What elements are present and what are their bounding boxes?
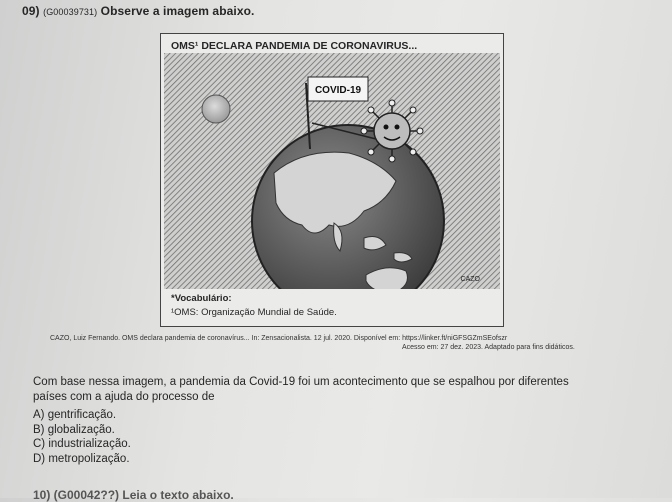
- cartoon-illustration: [164, 53, 500, 289]
- question-header: [22, 4, 254, 18]
- artist-signature: CAZO: [460, 276, 480, 283]
- next-question-header: 10) (G00042??) Leia o texto abaixo.: [33, 488, 234, 502]
- vocabulary-box: [171, 292, 337, 320]
- option-d[interactable]: D) metropolização.: [33, 452, 130, 465]
- answer-options: [33, 408, 131, 466]
- question-stem-line-2: países com a ajuda do processo de: [33, 391, 215, 403]
- question-instruction: Observe a imagem abaixo.: [100, 4, 255, 18]
- vocabulary-entry: ¹OMS: Organização Mundial de Saúde.: [171, 307, 337, 318]
- moon: [202, 95, 230, 123]
- option-a[interactable]: A) gentrificação.: [33, 409, 117, 421]
- question-stem-line-1: Com base nessa imagem, a pandemia da Covid-19 foi um acontecimento que se espalhou por diferentes: [33, 376, 569, 388]
- image-citation: CAZO, Luiz Fernando. OMS declara pandemia de coronavírus... In: Zensacionalista. 12 jul. 2020. Disponível em: https://linker.ft/niGFSGZmSEofszr: [50, 335, 508, 342]
- citation-access-date: Acesso em: 27 dez. 2023. Adaptado para fins didáticos.: [402, 344, 575, 351]
- question-code: (G00039731): [43, 7, 98, 17]
- question-number: 09): [22, 4, 40, 18]
- option-c[interactable]: C) industrialização.: [33, 438, 131, 450]
- cartoon-frame: [160, 33, 504, 327]
- question-stem: [33, 375, 653, 405]
- flag-text: COVID-19: [314, 85, 362, 96]
- option-b[interactable]: B) globalização.: [33, 423, 115, 436]
- vocabulary-title: *Vocabulário:: [171, 293, 232, 304]
- cartoon-title: OMS¹ DECLARA PANDEMIA DE CORONAVIRUS...: [171, 40, 418, 52]
